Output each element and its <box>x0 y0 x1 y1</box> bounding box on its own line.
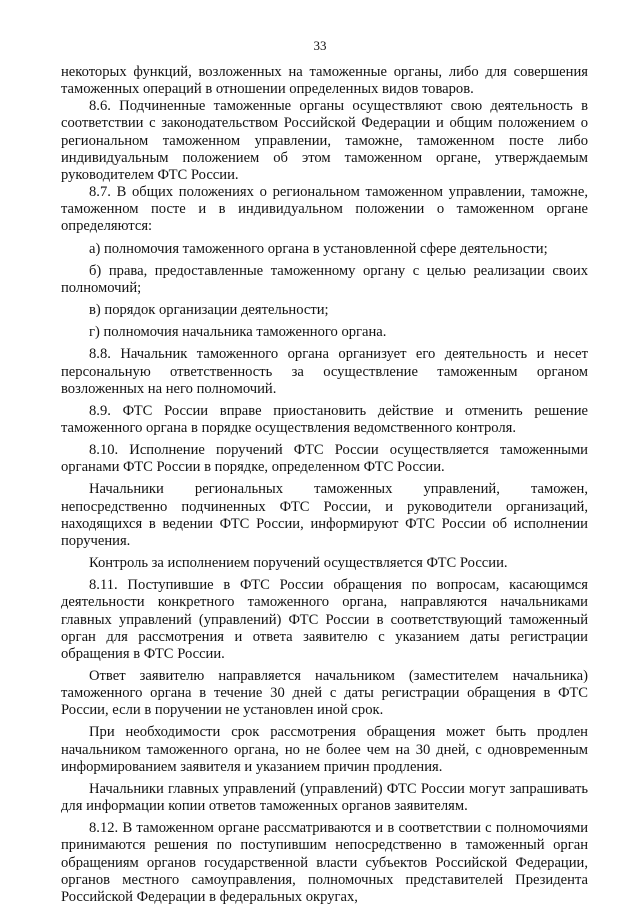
paragraph-copies: Начальники главных управлений (управлений) ФТС России могут запрашивать для информации копии ответов таможенных органов заявителям. <box>61 780 588 815</box>
paragraph-8-9: 8.9. ФТС России вправе приостановить действие и отменить решение таможенного органа в порядке осуществления ведомственного контроля. <box>61 402 588 436</box>
paragraph-control: Контроль за исполнением поручений осуществляется ФТС России. <box>89 555 508 572</box>
paragraph-8-8: 8.8. Начальник таможенного органа организует его деятельность и несет персональную ответственность за осуществление таможенным органом возложенных на него полномочий. <box>61 346 588 397</box>
paragraph-8-12: 8.12. В таможенном органе рассматриваются и в соответствии с полномочиями принимаются решения по поступившим непосредственно в таможенный орган обращениям органов государственной власти субъектов Российской Федерации, органов местного самоуправления, полномочных представителей Президента Российской Федерации в федеральных округах, <box>61 820 588 905</box>
list-item-b: б) права, предоставленные таможенному органу с целью реализации своих полномочий; <box>61 262 588 296</box>
paragraph-chiefs-inform: Начальники региональных таможенных управлений, таможен, непосредственно подчиненных ФТС России, и руководители организаций, находящихся в ведении ФТС России, информируют ФТС России об исполнении поручения. <box>61 481 588 549</box>
paragraph-extension: При необходимости срок рассмотрения обращения может быть продлен начальником таможенного органа, но не более чем на 30 дней, с одновременным информированием заявителя и указанием причин продления. <box>61 724 588 775</box>
paragraph-8-11: 8.11. Поступившие в ФТС России обращения по вопросам, касающимся деятельности конкретного таможенного органа, направляются начальниками главных управлений (управлений) ФТС России в соответствующий таможенный орган для рассмотрения и ответа заявителю с указанием даты регистрации обращения в ФТС России. <box>61 577 588 662</box>
paragraph-continuation: некоторых функций, возложенных на таможенные органы, либо для совершения таможенных операций в отношении определенных видов товаров. <box>61 64 588 98</box>
list-item-g: г) полномочия начальника таможенного органа. <box>89 324 387 341</box>
page-number: 33 <box>313 38 327 53</box>
paragraph-8-6: 8.6. Подчиненные таможенные органы осуществляют свою деятельность в соответствии с законодательством Российской Федерации и общим положением о региональном таможенном управлении, таможне, таможенном посте либо индивидуальным положением об этом таможенном органе, утверждаемым руководителем ФТС России. <box>61 98 588 183</box>
list-item-a: а) полномочия таможенного органа в установленной сфере деятельности; <box>89 240 548 257</box>
list-item-v: в) порядок организации деятельности; <box>89 302 329 319</box>
paragraph-answer: Ответ заявителю направляется начальником (заместителем начальника) таможенного органа в течение 30 дней с даты регистрации обращения в ФТС России, если в поручении не установлен иной срок. <box>61 668 588 719</box>
paragraph-8-7: 8.7. В общих положениях о региональном таможенном управлении, таможне, таможенном посте и в индивидуальном положении о таможенном органе определяются: <box>61 184 588 235</box>
paragraph-8-10: 8.10. Исполнение поручений ФТС России осуществляется таможенными органами ФТС России в порядке, определенном ФТС России. <box>61 442 588 476</box>
document-body <box>61 64 588 906</box>
